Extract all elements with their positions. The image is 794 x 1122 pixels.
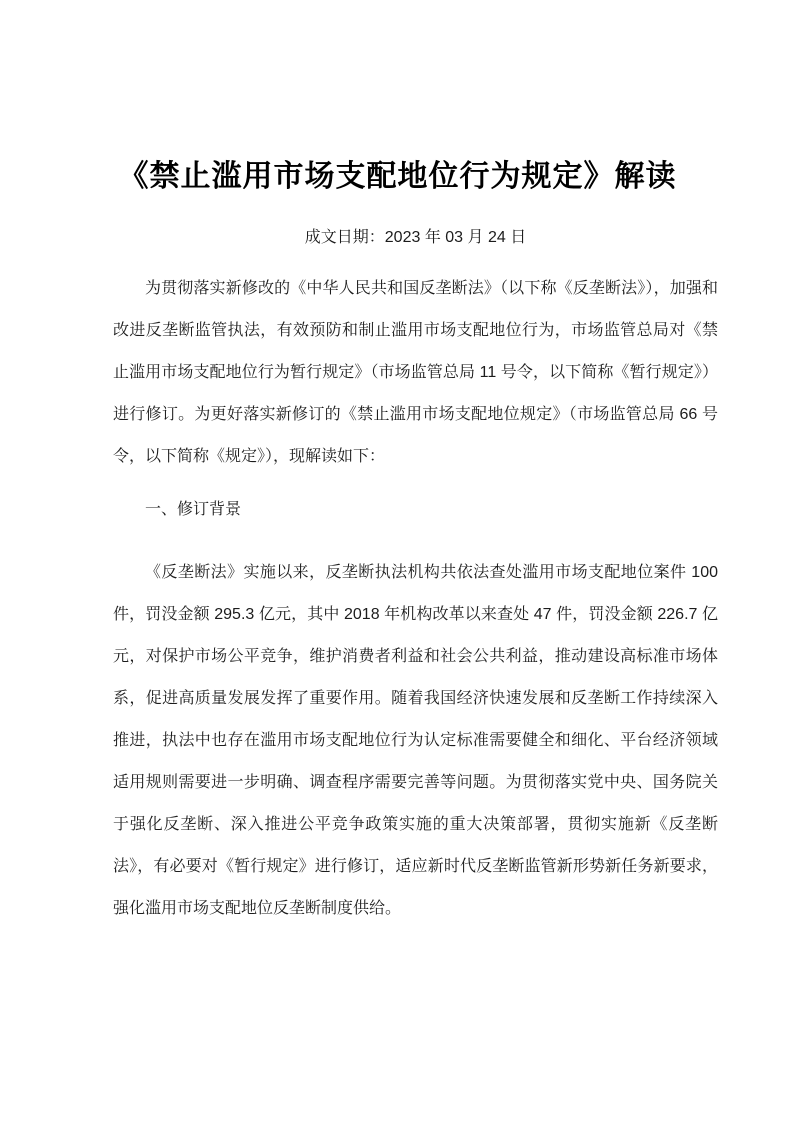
document-date-line: 成文日期：2023 年 03 月 24 日: [304, 229, 527, 246]
section-heading-revision-background: 一、修订背景: [145, 501, 242, 518]
document-title: 《禁止滥用市场支配地位行为规定》解读: [118, 160, 677, 193]
intro-paragraph: 为贯彻落实新修改的《中华人民共和国反垄断法》（以下称《反垄断法》），加强和改进反垄断监管执法，有效预防和制止滥用市场支配地位行为，市场监管总局对《禁止滥用市场支配地位行为暂行规定》（市场监管总局 11 号令，以下简称《暂行规定》）进行修订。为更好落实新修订的《禁止滥用市场支配地位规定》（市场监管总局 66 号令，以下简称《规定》），现解读如下：: [113, 280, 718, 465]
background-paragraph: 《反垄断法》实施以来，反垄断执法机构共依法查处滥用市场支配地位案件 100 件，罚没金额 295.3 亿元，其中 2018 年机构改革以来查处 47 件，罚没金额 226.7 亿元，对保护市场公平竞争，维护消费者利益和社会公共利益，推动建设高标准市场体系，促进高质量发展发挥了重要作用。随着我国经济快速发展和反垄断工作持续深入推进，执法中也存在滥用市场支配地位行为认定标准需要健全和细化、平台经济领域适用规则需要进一步明确、调查程序需要完善等问题。为贯彻落实党中央、国务院关于强化反垄断、深入推进公平竞争政策实施的重大决策部署，贯彻实施新《反垄断法》，有必要对《暂行规定》进行修订，适应新时代反垄断监管新形势新任务新要求，强化滥用市场支配地位反垄断制度供给。: [113, 564, 718, 917]
